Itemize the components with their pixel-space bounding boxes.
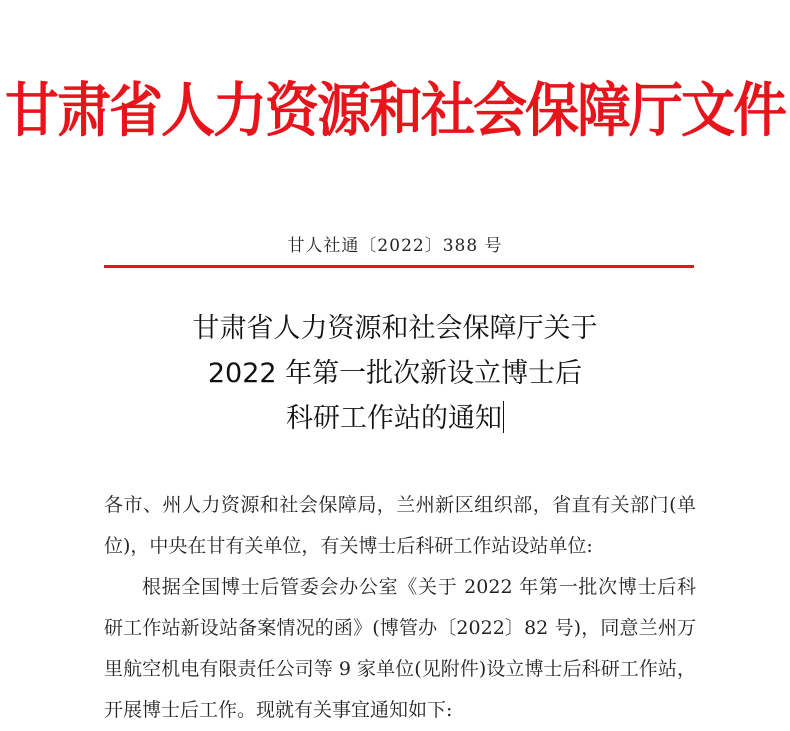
title-line-1: 甘肃省人力资源和社会保障厅关于	[192, 313, 598, 344]
salutation: 各市、州人力资源和社会保障局，兰州新区组织部，省直有关部门(单位)，中央在甘有关单位，有关博士后科研工作站设站单位:	[104, 494, 696, 557]
body-text	[104, 485, 696, 731]
title-line-3: 科研工作站的通知	[286, 403, 502, 434]
body-paragraph-1: 根据全国博士后管委会办公室《关于 2022 年第一批次博士后科研工作站新设站备案情况的函》(博管办〔2022〕82 号)，同意兰州万里航空机电有限责任公司等 9 家单位(见附件)设立博士后科研工作站，开展博士后工作。现就有关事宜通知如下:	[104, 576, 696, 721]
title-line-2: 2022 年第一批次新设立博士后	[207, 358, 583, 389]
text-cursor	[503, 401, 504, 433]
red-divider-line	[104, 265, 694, 268]
document-number: 甘人社通〔2022〕388 号	[287, 236, 503, 256]
title-line-3-wrap	[0, 396, 790, 441]
masthead-title: 甘肃省人力资源和社会保障厅文件	[5, 76, 785, 145]
notice-title	[0, 306, 790, 441]
